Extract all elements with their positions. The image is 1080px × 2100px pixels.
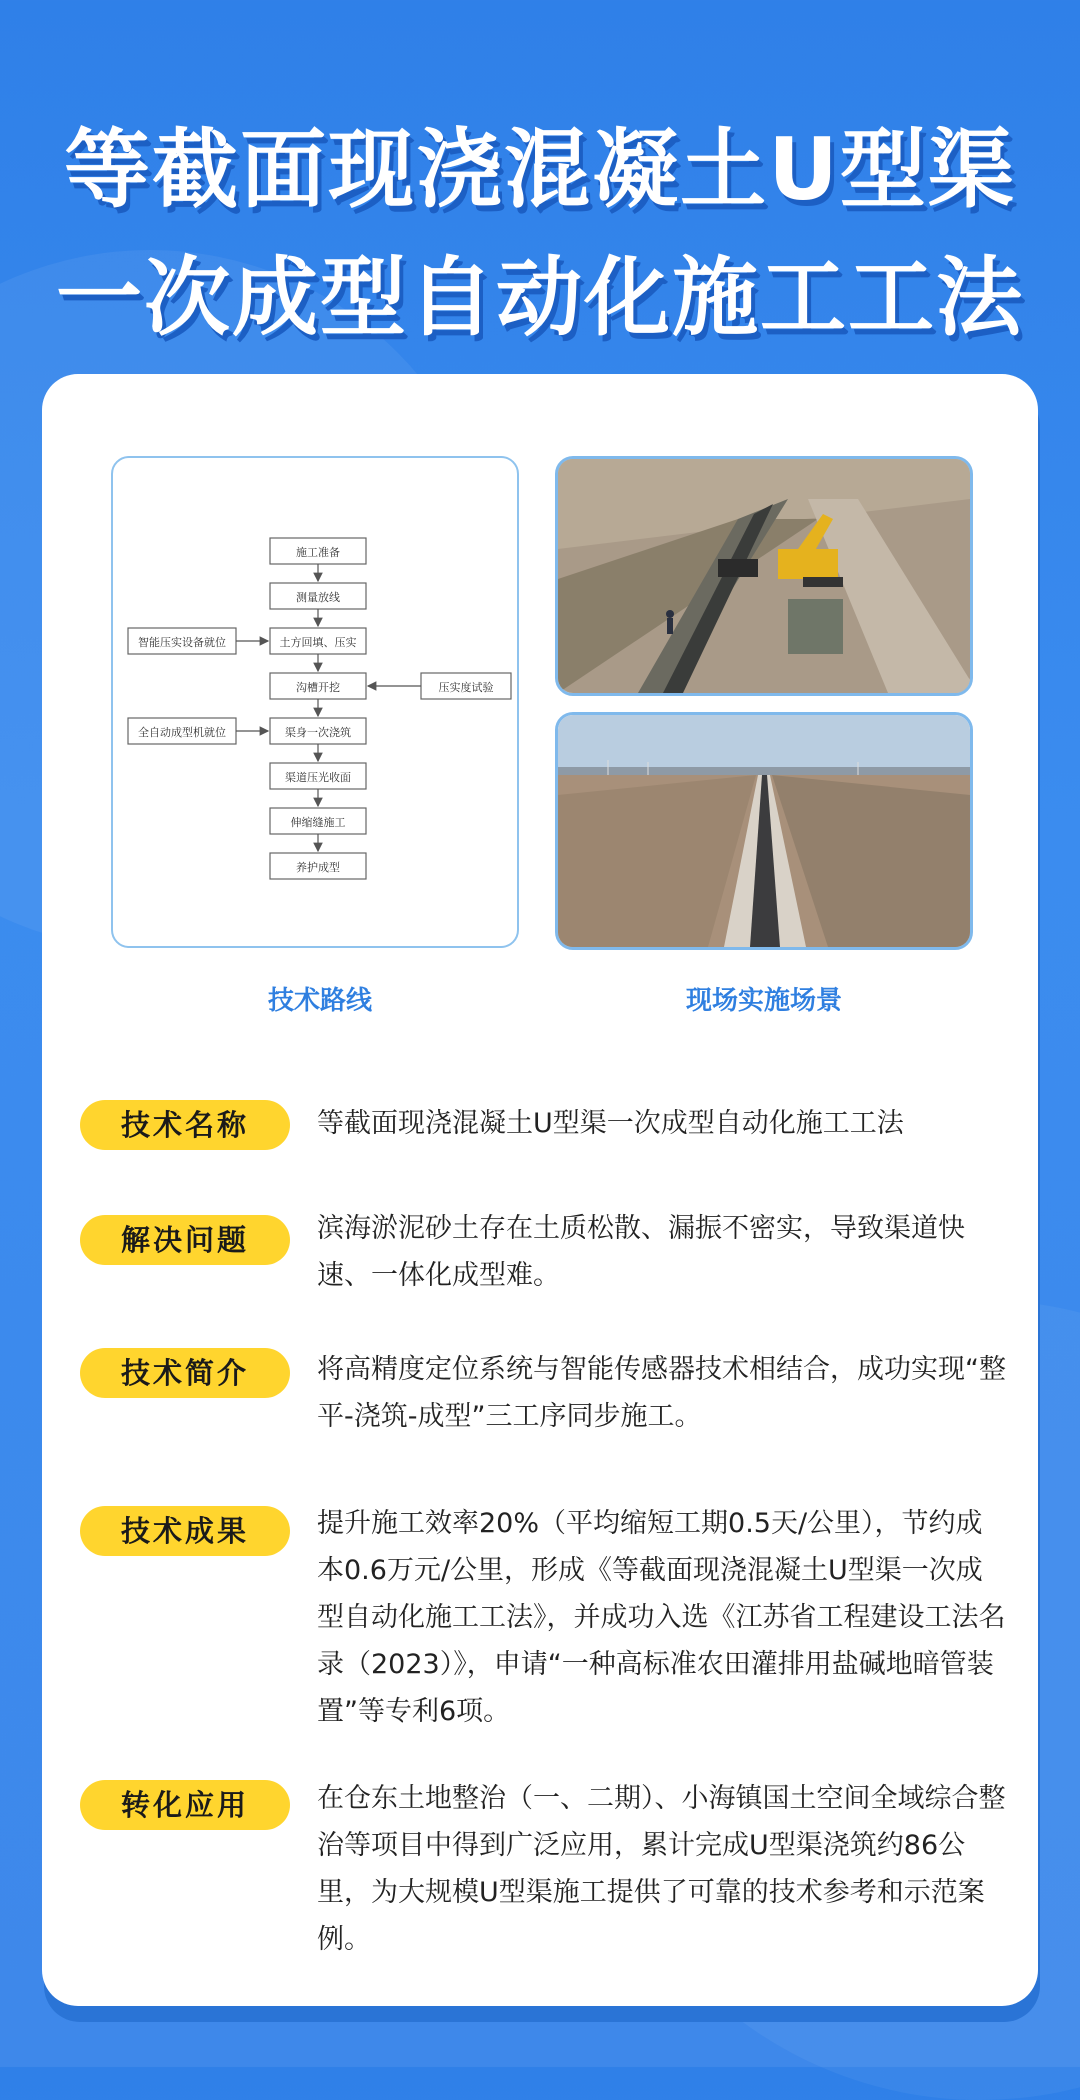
flowchart-diagram (113, 458, 517, 946)
label-application: 转化应用 (80, 1780, 290, 1830)
page-title-line2: 一次成型自动化施工工法 (56, 248, 1024, 348)
page-title-line1: 等截面现浇混凝土U型渠 (64, 120, 1016, 220)
label-intro: 技术简介 (80, 1348, 290, 1398)
text-tech-name: 等截面现浇混凝土U型渠一次成型自动化施工工法 (317, 1108, 904, 1139)
flow-step-4: 沟槽开挖 (296, 681, 340, 694)
site-photo-excavator-image (558, 459, 970, 693)
text-intro: 将高精度定位系统与智能传感器技术相结合，成功实现“整平-浇筑-成型”三工序同步施工。 (317, 1354, 1006, 1432)
flow-side-forming: 全自动成型机就位 (138, 726, 226, 739)
flow-side-test: 压实度试验 (438, 681, 494, 694)
flow-step-3: 土方回填、压实 (279, 636, 357, 649)
caption-technical-route: 技术路线 (267, 986, 372, 1016)
site-photo-channel (555, 712, 973, 950)
flow-step-1: 施工准备 (296, 546, 340, 559)
technical-route-flowchart (111, 456, 519, 948)
flow-step-5: 渠身一次浇筑 (285, 726, 351, 739)
text-application: 在仓东土地整治（一、二期）、小海镇国土空间全域综合整治等项目中得到广泛应用，累计完成U型渠浇筑约86公里，为大规模U型渠施工提供了可靠的技术参考和示范案例。 (317, 1783, 1006, 1955)
text-problem: 滨海淤泥砂土存在土质松散、漏振不密实，导致渠道快速、一体化成型难。 (317, 1213, 965, 1291)
text-results: 提升施工效率20%（平均缩短工期0.5天/公里），节约成本0.6万元/公里，形成《等截面现浇混凝土U型渠一次成型自动化施工工法》，并成功入选《江苏省工程建设工法名录（2023）》，申请“一种高标准农田灌排用盐碱地暗管装置”等专利6项。 (317, 1508, 1006, 1727)
flow-step-2: 测量放线 (296, 591, 340, 604)
site-photo-channel-image (558, 715, 970, 947)
caption-site-scene: 现场实施场景 (685, 986, 842, 1016)
flow-step-7: 伸缩缝施工 (290, 816, 346, 829)
site-photo-excavator (555, 456, 973, 696)
label-problem: 解决问题 (80, 1215, 290, 1265)
flow-step-6: 渠道压光收面 (285, 771, 351, 784)
flow-step-8: 养护成型 (296, 861, 340, 874)
label-results: 技术成果 (80, 1506, 290, 1556)
label-tech-name: 技术名称 (80, 1100, 290, 1150)
flow-side-compaction: 智能压实设备就位 (138, 636, 226, 649)
